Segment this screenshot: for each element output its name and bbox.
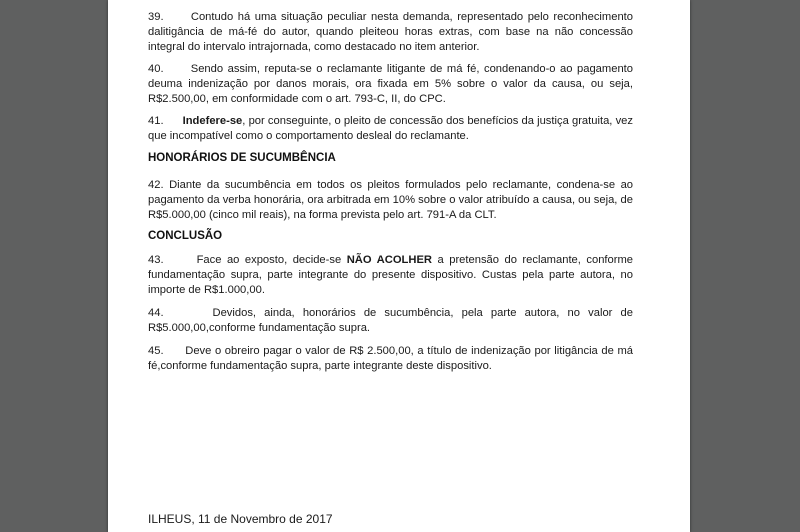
paragraph-40	[148, 62, 633, 107]
paragraph-text: Deve o obreiro pagar o valor de R$ 2.500,00, a título de indenização por litigância de má fé,conforme fundamentação supra, parte integrante deste dispositivo.	[148, 345, 633, 372]
paragraph-43	[148, 253, 633, 298]
paragraph-text: Sendo assim, reputa-se o reclamante litigante de má fé, condenando-o ao pagamento deuma indenização por danos morais, ora fixada em 5% sobre o valor da causa, ou seja, R$2.500,00, em conformidade com o art. 793-C, II, do CPC.	[148, 63, 633, 105]
paragraph-text-after: a pretensão do reclamante, conforme fundamentação supra, parte integrante do presente dispositivo. Custas pela parte autora, no importe de R$1.000,00.	[148, 254, 634, 296]
paragraph-number: 45.	[148, 345, 164, 357]
paragraph-number: 39.	[148, 11, 164, 23]
paragraph-text: , por conseguinte, o pleito de concessão dos benefícios da justiça gratuita, vez que incompatível como o comportamento desleal do reclamante.	[148, 115, 633, 142]
document-page	[108, 0, 690, 532]
document-date-footer: ILHEUS, 11 de Novembro de 2017	[148, 512, 333, 526]
paragraph-number: 44.	[148, 307, 164, 319]
paragraph-39	[148, 10, 633, 55]
paragraph-number: 40.	[148, 63, 164, 75]
section-heading-conclusao: CONCLUSÃO	[148, 230, 223, 242]
paragraph-text-before: Face ao exposto, decide-se	[196, 254, 342, 266]
paragraph-emphasis: Indefere-se	[182, 115, 243, 127]
paragraph-emphasis: NÃO ACOLHER	[346, 254, 432, 266]
paragraph-text: Devidos, ainda, honorários de sucumbência, pela parte autora, no valor de R$5.000,00,conforme fundamentação supra.	[148, 307, 633, 334]
paragraph-44	[148, 306, 633, 336]
paragraph-number: 42.	[148, 179, 164, 191]
paragraph-number: 43.	[148, 254, 164, 266]
paragraph-number: 41.	[148, 115, 164, 127]
paragraph-42	[148, 178, 633, 223]
paragraph-text: Diante da sucumbência em todos os pleitos formulados pelo reclamante, condena-se ao pagamento da verba honorária, ora arbitrada em 10% sobre o valor atribuído a causa, ou seja, de R$5.000,00 (cinco mil reais), na forma prevista pelo art. 791-A da CLT.	[148, 179, 634, 221]
paragraph-41	[148, 114, 633, 144]
paragraph-45	[148, 344, 633, 374]
section-heading-honorarios: HONORÁRIOS DE SUCUMBÊNCIA	[148, 152, 336, 164]
paragraph-text: Contudo há uma situação peculiar nesta demanda, representado pelo reconhecimento dalitigância de má-fé do autor, quando pleiteou horas extras, com base na não concessão integral do intervalo intrajornada, como destacado no item anterior.	[148, 11, 633, 53]
